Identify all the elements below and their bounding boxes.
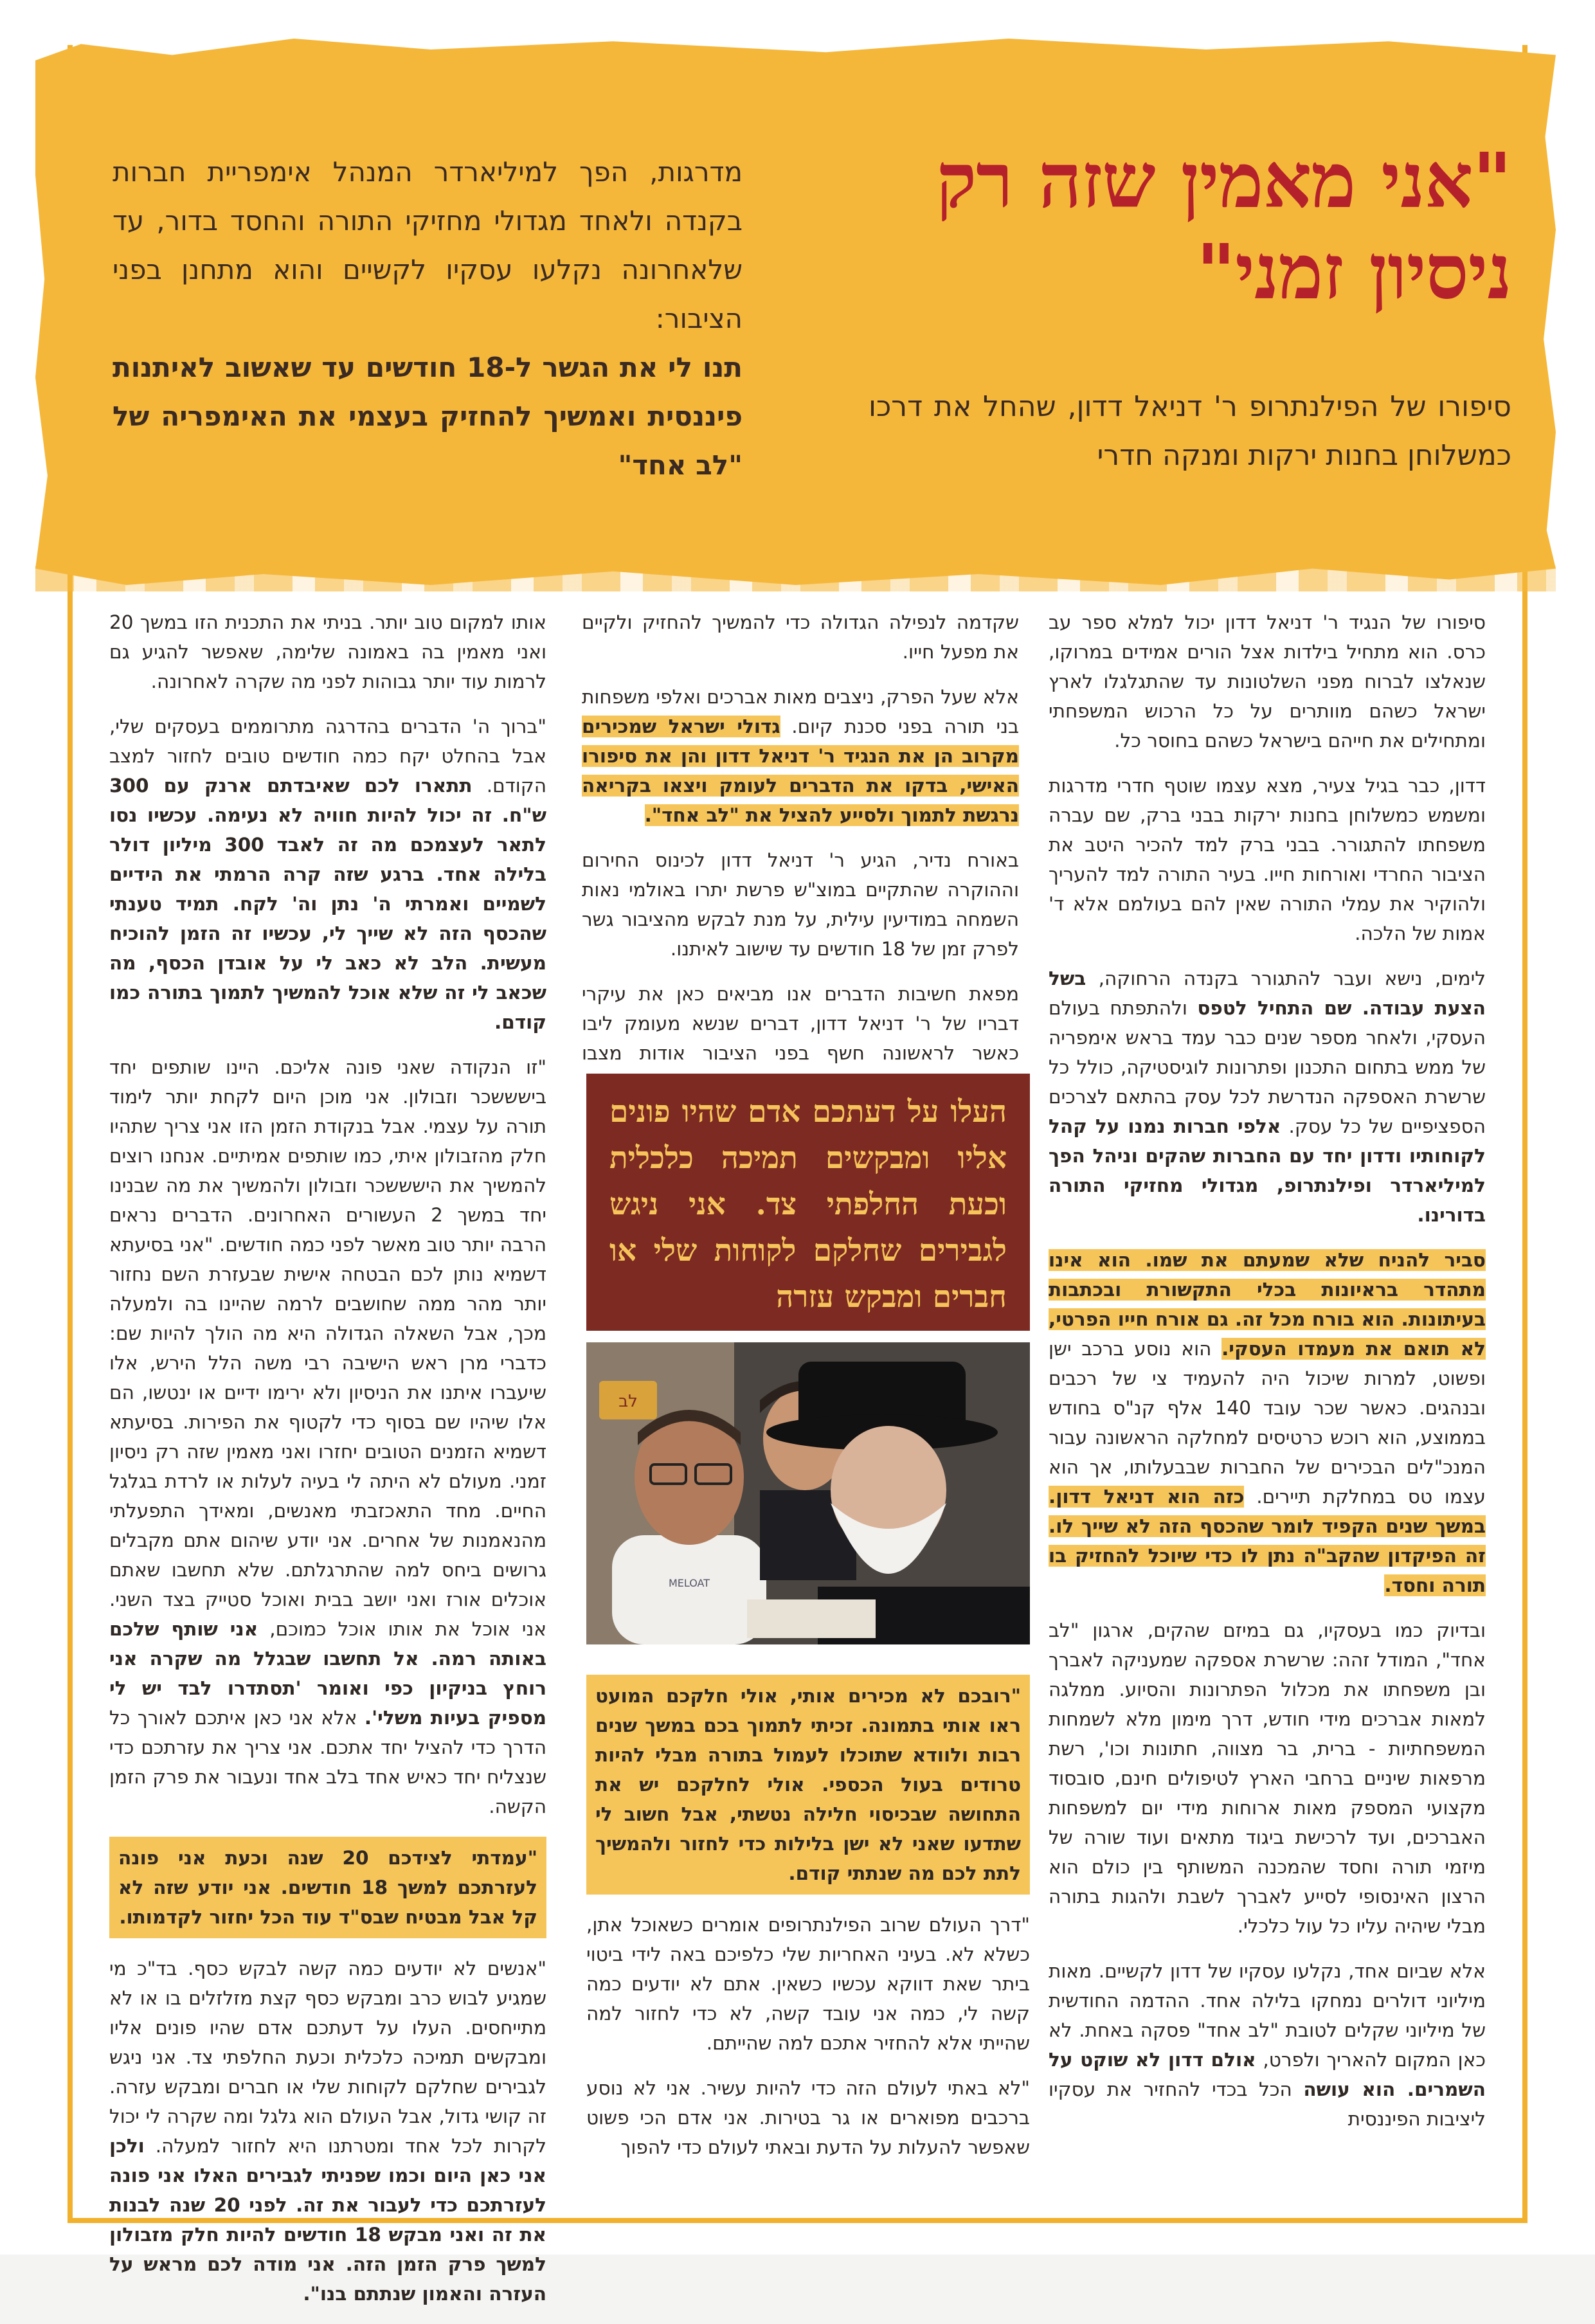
column-middle-bottom xyxy=(586,1675,1030,2177)
document-in-hand xyxy=(747,1599,876,1638)
paragraph: סיפורו של הנגיד ר' דניאל דדון יכול למלא ספר עב כרס. הוא מתחיל בילדות אצל הורים אמידים במרוקו, שנאלצו לברוח מפני השלטונות עד שהתגלגלו לארץ ישראל כשהם מוותרים על כל הרכוש המשפחתי ומתחילים את חייהם בישראל כשהם בחוסר כל. xyxy=(1049,611,1486,752)
text-run: ולהתפתח בעולם העסקי, ולאחר מספר שנים כבר עמד בראש אימפריה של ממש בתחום התכנון ופתרונות לוגיסטיקה, כולל כל שרשרת האספקה הנדרשת לכל עסק בהתאם לצרכים הספציפיים של כל עסק. xyxy=(1049,997,1486,1137)
highlighted-quote-box: "עמדתי לצידכם 20 שנה וכעת אני פונה לעזרתכם למשך 18 חודשים. אני יודע שזה לא קל אבל מבטיח שבס"ד עוד הכל יחזור לקדמותו. xyxy=(109,1837,546,1938)
text-run: לימים, נישא ועבר להתגורר בקנדה הרחוקה, xyxy=(1098,968,1486,989)
bold-run: אני שותף שלכם באותה רמה. אל תחשבו שבגלל מה שקרה אני רוחץ בניקיון כפי ואומר 'תסתדרו לבד יש לי מספיק בעיות משלי'. xyxy=(109,1618,546,1729)
bold-run: ולכן אני כאן היום וכמו שפניתי לגבירים האלו אני פונה לעזרתכם כדי לעבור את זה. לפני 20 שנה לבנות את זה ואני מבקש 18 חודשים להיות חלק מזבולון למשך פרק הזמן הזה. אני מודה לכם מראש על העזרה והאמון שנתתם בנו". xyxy=(109,2135,547,2305)
intro-lead: מדרגות, הפך למיליארדר המנהל אימפריית חברות בקנדה ולאחד מגדולי מחזיקי התורה והחסד בדור, עד שלאחרונה נקלעו עסקיו לקשיים והוא מתחנן בפני הציבור: xyxy=(113,156,743,334)
article-intro xyxy=(113,148,743,490)
text-run: הוא נוסע ברכב ישן ופשוט, למרות שיכול היה להעמיד צי של רכבים ובנהגים. כאשר שכר עובד 140 אלף קנ"ס בחודש בממוצע, הוא רוכש כרטיסים למחלקה הראשונה עבור המנכ"לים הבכירים של החברות שבבעלותו, אך הוא עצמו טס במחלקת תיירים. xyxy=(1049,1338,1486,1508)
paragraph: "דרך העולם שרוב הפילנתרופים אומרים כשאוכל אתן, כשלא לא. בעיני האחריות שלי כלפיכם באה לידי ביטוי ביתר שאת דווקא עכשיו כשאין. אתם לא יודעים כמה קשה לי, כמה אני עובד קשה, לא כדי לחזור למה שהייתי אלא להחזיר אתכם למה שהייתם. xyxy=(586,1914,1030,2054)
paragraph xyxy=(109,1052,546,1821)
highlighted-run: סביר להניח שלא שמעתם את שמו. הוא אינו מתהדר בראיונות בכלי התקשורת ובכתבות בעיתונות. הוא בורח מכל זה. גם אורח חייו הפרטי, לא תואם את מעמדו העסקי. xyxy=(1049,1249,1486,1360)
paragraph xyxy=(582,682,1019,830)
paragraph: "לא באתי לעולם הזה כדי להיות עשיר. אני לא נוסע ברכבים מפוארים או גר בטירות. אני אדם הכי פשוט שאפשר להעלות על הדעת ובאתי לעולם כדי להפוך xyxy=(586,2077,1030,2158)
text-run: "ברוך ה' הדברים בהדרגה מתרוממים בעסקים שלי, אבל בהחלט יקח כמה חודשים טובים לחזור למצב הקודם. xyxy=(109,716,546,797)
shirt-logo-text: MELOAT xyxy=(668,1577,710,1589)
paragraph: שקדמה לנפילה הגדולה כדי להמשיך להחזיק ולקיים את מפעל חייו. xyxy=(582,611,1019,663)
highlighted-run: כזה הוא דניאל דדון. במשך שנים הקפיד לומר שהכסף הזה לא שייך לו. זה הפיקדון שהקב"ה נתן לו כדי שיוכל להחזיק בו תורה וחסד. xyxy=(1049,1486,1486,1596)
text-run: אלא שעל הפרק, ניצבים מאות אברכים ואלפי משפחות בני תורה בפני סכנת קיום. xyxy=(582,686,1019,737)
paragraph: באורח נדיר, הגיע ר' דניאל דדון לכינוס החירום וההוקרה שהתקיים במוצ"ש פרשת יתרו באולמי נאות השמחה במודיעין עילית, על מנת לבקש מהציבור גשר לפרק זמן של 18 חודשים עד שישוב לאיתנו. xyxy=(582,849,1019,960)
text-run: "אנשים לא יודעים כמה קשה לבקש כסף. בד"כ מי שמגיע לבוש כרב ומבקש כסף קצת מזלזלים בו או לא מתייחסים. העלו על דעתכם אדם שהיו פונים אליו ומבקשים תמיכה כלכלית וכעת החלפתי צד. אני ניגש לגבירים שחלקם לקוחות שלי או חברים ומבקש עזרה. זה קושי גדול, אבל העולם הוא גלגל ומה שקרה לי יכול לקרות לכל אחד ומטרתנו היא לחזור למעלה. xyxy=(109,1958,546,2157)
highlighted-quote-box: "רובכם לא מכירים אותי, אולי חלקכם המועט ראו אותי בתמונה. זכיתי לתמוך בכם במשך שנים רבות ולוודא שתוכלו לעמול בתורה מבלי להיות טרודים בעול הכספי. אולי לחלקכם יש את התחושה שבכיסוי חלילה נטשתי, אבל חשוב לי שתדעו שאני לא ישן בלילות כדי לחזור ולהמשיך לתת לכם מה שנתתי קודם. xyxy=(586,1675,1030,1895)
article-subhead: סיפורו של הפילנתרופ ר' דניאל דדון, שהחל את דרכו כמשלוחן בחנות ירקות ומנקה חדרי xyxy=(869,390,1511,472)
person-left-shirt xyxy=(612,1535,766,1644)
photo-illustration xyxy=(586,1342,1030,1644)
banner-brush-edge xyxy=(35,566,1556,591)
paragraph xyxy=(1049,1245,1486,1600)
column-right xyxy=(1049,608,1486,2149)
paragraph: אותו למקום טוב יותר. בניתי את התכנית הזו במשך 20 ואני מאמין בה באמונה שלימה, שאפשר להגיע גם לרמות עוד יותר גבוהות לפני מה שקרה לאחרונה. xyxy=(109,611,546,692)
pull-quote: העלו על דעתכם אדם שהיו פונים אליו ומבקשים תמיכה כלכלית וכעת החלפתי צד. אני ניגש לגבירים שחלקם לקוחות שלי או חברים ומבקש עזרה xyxy=(586,1074,1030,1331)
bold-run: אולם דדון לא שוקט על השמרים. הוא עושה xyxy=(1049,2049,1486,2100)
text-run: "זו הנקודה שאני פונה אליכם. היינו שותפים יחד בישששכר וזבולון. אני מוכן היום לקחת יותר לימוד תורה על עצמי. אבל בנקודת הזמן הזו אני צריך שתהיו חלק מהזבולון איתי, כמו שותפים אמיתיים. אנחנו רוצים להמשיך את הישששכר וזבולון ולהמשיך את מה שבנינו יחד במשך 2 העשורים האחרונים. הדברים נראים הרבה יותר טוב מאשר לפני כמה חודשים. "אני בסיעתא דשמיא נותן לכם הבטחה אישית שבעזרת השם נחזור יותר מהר ממה שחושבים לרמה שהיינו בה ולמעלה מכך, אבל השאלה הגדולה היא מה הולך להיות שם: כדברי מרן ראש הישיבה רבי משה הלל הירש, אלו שיעברו איתנו את הניסיון ולא ירימו ידיים או ינטשו, הם אלו שיהיו שם בסוף כדי לקטוף את הפירות. בסיעתא דשמיא הזמנים הטובים יחזרו ואני מאמין שזה רק ניסיון זמני. מעולם לא היתה לי בעיה לעלות או לרדת בגלגל החיים. מחד התאכזבתי מאנשים, ומאידך התפעלתי מהנאמנות של אחרים. אני יודע שיהום אתם מקבלים גרושים ביחס למה שהתרגלתם. שלא תחשבו שאתם אוכלים אורז ואני יושב בבית ואוכל סטייק בצד השני. אני אוכל את אותו אוכל כמוכם, xyxy=(109,1056,547,1640)
highlighted-run: גדולי ישראל שמכירים מקרוב הן את הנגיד ר' דניאל דדון והן את סיפורו האישי, בדקו את הדברים לעומק ויצאו בקריאה נרגשת לתמוך ולסייע להציל את "לב אחד". xyxy=(582,716,1019,826)
bold-run: בשל הצעת עבודה. שם התחיל לטפס xyxy=(1049,968,1486,1019)
column-middle xyxy=(582,608,1019,1113)
paragraph xyxy=(1049,964,1486,1230)
photo-sign-text: לב xyxy=(618,1392,638,1411)
paragraph xyxy=(1049,1956,1486,2134)
text-run: אלא אני כאן איתכם לאורך כל הדרך כדי להציל יחד אתכם. אני צריך את עזרתכם כדי שנצליח יחד כאיש אחד בלב אחד ונעבור את פרק הזמן הקשה. xyxy=(109,1707,546,1817)
article-headline: "אני מאמין שזה רק ניסיון זמני" xyxy=(936,136,1511,316)
paragraph: דדון, כבר בגיל צעיר, מצא עצמו שוטף חדרי מדרגות ומשמש כמשלוחן בחנות ירקות בבני ברק, שם עברה משפחתו להתגורר. בבני ברק למד להכיר היטב את הציבור החרדי ואורחות חייו. בעיר התורה למד להעריך ולהוקיר את עמלי התורה שאין להם בעולמם אלא ד' אמות של הלכה. xyxy=(1049,775,1486,944)
article-photo xyxy=(586,1342,1030,1644)
bold-run: אלפי חברות נמנו על קהל לקוחותיו ודדון יחד עם החברות שהקים וניהל הפך למיליארדר ופילנתרופ, מגדולי מחזיקי התורה בדורינו. xyxy=(1049,1115,1486,1226)
paragraph: מפאת חשיבות הדברים אנו מביאים כאן את עיקרי דבריו של ר' דניאל דדון, דברים שנשא מעומק ליבו כאשר לראשונה חשף בפני הציבור אודות מצבו xyxy=(582,983,1019,1064)
column-left xyxy=(109,608,546,2324)
paragraph xyxy=(109,712,546,1037)
text-run: הכל בכדי להחזיר את עסקיו ליציבות הפיננסית xyxy=(1049,2078,1486,2130)
paragraph: ובדיוק כמו בעסקיו, גם במיזם שהקים, ארגון "לב אחד", המודל זהה: שרשרת אספקה שמעניקה לאברך ובן משפחתו את מכלול הפתרונות והסיוע. ממלגה למאות אברכים מידי חודש, דרך מימון מלא לשמחות המשפחתיות - ברית, בר מצווה, חתונות וכו', רשת מרפאות שיניים ברחבי הארץ לטיפולים חינם, סובסוד מקצועי המספק מאות ארוחות מידי יום למשפחות האברכים, ועד לרכישת ביגוד מתאים ועוד שורה של מיזמי תורה וחסד שהמכנה המשותף בין כולם הוא הרצון האינסופי לסייע לאברך לשבת ולהגות בתורה מבלי שיהיה עליו כל עול כלכלי. xyxy=(1049,1619,1486,1937)
intro-bold-quote: תנו לי את הגשר ל-18 חודשים עד שאשוב לאיתנות פיננסית ואמשיך להחזיק בעצמי את האימפריה של "לב אחד" xyxy=(113,352,743,481)
bold-run: תתארו לכם שאיבדתם ארנק עם 300 ש"ח. זה יכול להיות חוויה לא נעימה. עכשיו נסו לתאר לעצמכם מה זה לאבד 300 מיליון דולר בלילה אחד. ברגע שזה קרה הרמתי את הידיים לשמיים ואמרתי ה' נתן וה' לקח. תמיד טענתי שהכסף הזה לא שייך לי, עכשיו זה הזמן להוכיח מעשית. הלב לא כאב לי על אובדן הכסף, מה שכאב לי זה שלא אוכל להמשיך לתמוך בתורה כמו קודם. xyxy=(109,775,546,1033)
text-run: אלא שביום אחד, נקלעו עסקיו של דדון לקשיים. מאות מיליוני דולרים נמחקו בלילה אחד. ההדמה החודשית של מיליוני שקלים לטובת "לב אחד" פסקה באחת. לא כאן המקום להאריך ולפרט, xyxy=(1049,1960,1486,2071)
paragraph xyxy=(109,1954,546,2309)
